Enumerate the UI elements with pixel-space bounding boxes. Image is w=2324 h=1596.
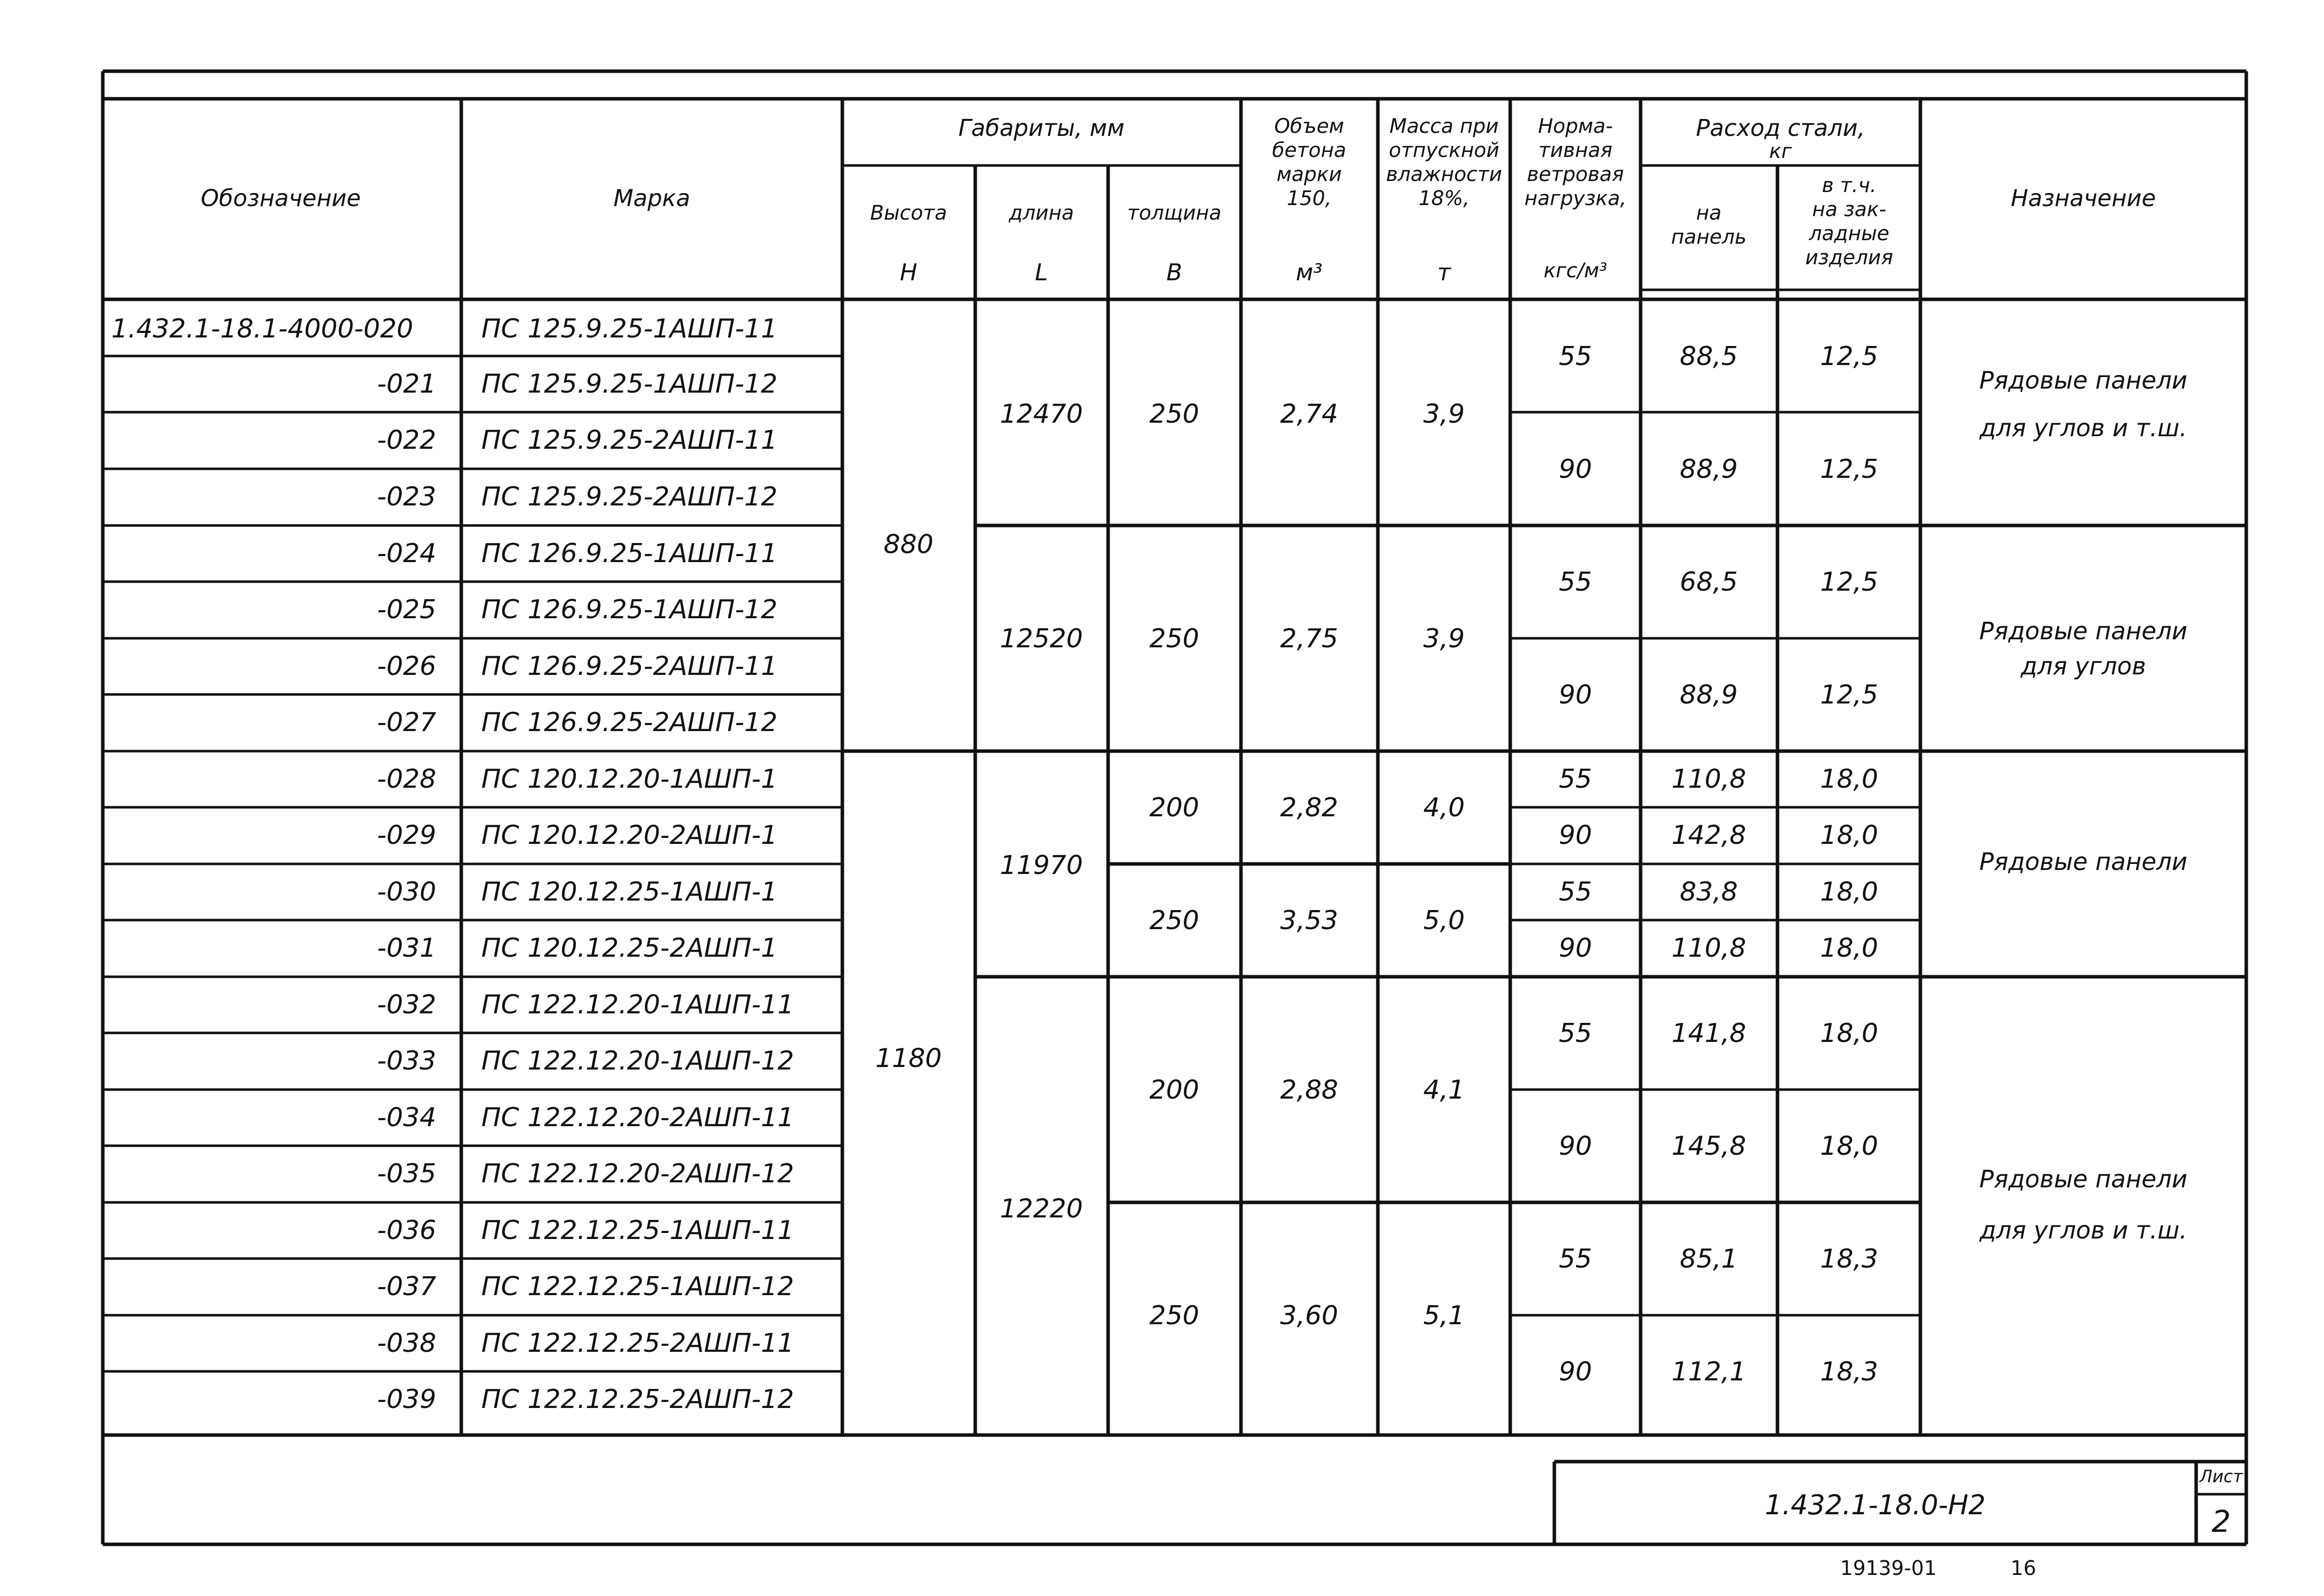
mark-cell: ПС 126.9.25-2АШП-11 (481, 651, 778, 681)
header-load-line-2: тивная (1538, 139, 1613, 162)
steel-panel-cell: 110,8 (1671, 764, 1746, 794)
steel-panel-cell: 85,1 (1680, 1244, 1738, 1274)
steel-embedded-cell: 18,0 (1820, 1131, 1878, 1161)
load-cell: 90 (1558, 933, 1592, 963)
mark-cell: ПС 120.12.20-1АШП-1 (481, 764, 778, 794)
header-thickness: толщина (1127, 202, 1221, 225)
designation-cell: 1.432.1-18.1-4000-020 (111, 314, 414, 344)
designation-cell: -032 (377, 990, 436, 1020)
designation-cell: -021 (377, 369, 436, 399)
mark-cell: ПС 122.12.25-2АШП-12 (481, 1384, 794, 1414)
thickness-cell: 200 (1149, 793, 1199, 823)
volume-cell: 2,82 (1280, 793, 1338, 823)
length-cell: 12220 (1000, 1194, 1083, 1224)
steel-panel-cell: 142,8 (1671, 820, 1746, 850)
designation-cell: -027 (377, 707, 436, 738)
mark-cell: ПС 122.12.20-1АШП-12 (481, 1046, 794, 1076)
designation-cell: -039 (377, 1384, 436, 1414)
volume-cell: 2,88 (1280, 1075, 1338, 1105)
volume-cell: 3,60 (1280, 1301, 1338, 1331)
load-cell: 55 (1558, 341, 1592, 372)
designation-cell: -026 (377, 651, 436, 681)
load-cell: 90 (1558, 1131, 1592, 1161)
load-cell: 55 (1558, 764, 1592, 794)
volume-cell: 3,53 (1280, 906, 1338, 936)
header-purpose: Назначение (2011, 185, 2156, 212)
mark-cell: ПС 122.12.20-1АШП-11 (481, 990, 794, 1020)
steel-embedded-cell: 12,5 (1820, 680, 1878, 710)
steel-embedded-cell: 18,3 (1820, 1357, 1878, 1387)
sheet-label: Лист (2199, 1467, 2243, 1487)
designation-cell: -033 (377, 1046, 436, 1076)
header-steel-embedded-line-1: в т.ч. (1822, 174, 1877, 197)
load-cell: 55 (1558, 1018, 1592, 1048)
document-code: 1.432.1-18.0-Н2 (1764, 1489, 1986, 1521)
steel-panel-cell: 145,8 (1671, 1131, 1746, 1161)
mark-cell: ПС 122.12.25-1АШП-12 (481, 1272, 794, 1302)
mark-cell: ПС 125.9.25-1АШП-11 (481, 314, 778, 344)
header-height-symbol: H (900, 259, 918, 286)
header-volume-line-4: 150, (1287, 187, 1332, 210)
header-thickness-symbol: B (1166, 259, 1182, 286)
height-cell: 880 (883, 529, 934, 560)
designation-cell: -038 (377, 1328, 436, 1358)
header-steel-embedded-line-4: изделия (1805, 246, 1893, 269)
steel-panel-cell: 141,8 (1671, 1018, 1746, 1048)
header-dimensions: Габариты, мм (958, 114, 1125, 141)
header-volume-line-2: бетона (1272, 139, 1346, 162)
steel-panel-cell: 68,5 (1680, 567, 1738, 597)
mark-cell: ПС 120.12.20-2АШП-1 (481, 820, 778, 850)
load-cell: 90 (1558, 680, 1592, 710)
designation-cell: -029 (377, 820, 436, 850)
header-load-line-3: ветровая (1527, 163, 1624, 186)
designation-cell: -030 (377, 877, 436, 907)
mass-cell: 5,0 (1423, 906, 1465, 936)
thickness-cell: 250 (1149, 1301, 1199, 1331)
designation-cell: -031 (377, 933, 436, 963)
mass-cell: 4,0 (1423, 793, 1465, 823)
header-mass-line-2: отпускной (1388, 139, 1500, 162)
steel-panel-cell: 83,8 (1680, 877, 1738, 907)
load-cell: 55 (1558, 567, 1592, 597)
length-cell: 12470 (1000, 399, 1083, 429)
thickness-cell: 200 (1149, 1075, 1199, 1105)
purpose-cell: для углов и т.ш. (1979, 1216, 2188, 1245)
steel-embedded-cell: 18,0 (1820, 877, 1878, 907)
steel-panel-cell: 112,1 (1671, 1357, 1746, 1387)
length-cell: 12520 (1000, 624, 1083, 654)
length-cell: 11970 (1000, 850, 1083, 880)
steel-panel-cell: 88,5 (1680, 341, 1738, 372)
mark-cell: ПС 122.12.20-2АШП-12 (481, 1159, 794, 1189)
header-mark: Марка (613, 185, 690, 212)
steel-embedded-cell: 12,5 (1820, 454, 1878, 484)
purpose-cell: Рядовые панели (1979, 848, 2188, 876)
purpose-cell: Рядовые панели (1979, 617, 2188, 645)
mark-cell: ПС 122.12.25-1АШП-11 (481, 1215, 794, 1246)
steel-embedded-cell: 18,0 (1820, 933, 1878, 963)
mark-cell: ПС 125.9.25-2АШП-12 (481, 482, 778, 512)
mass-cell: 4,1 (1423, 1075, 1465, 1105)
header-steel-panel-line-2: панель (1671, 226, 1747, 249)
mass-cell: 5,1 (1423, 1301, 1465, 1331)
mark-cell: ПС 125.9.25-2АШП-11 (481, 425, 778, 455)
header-load-line-1: Норма- (1538, 115, 1613, 138)
steel-embedded-cell: 12,5 (1820, 567, 1878, 597)
header-steel-embedded-line-2: на зак- (1812, 198, 1886, 221)
header-volume-line-1: Объем (1274, 115, 1344, 138)
mass-cell: 3,9 (1423, 624, 1465, 654)
load-cell: 90 (1558, 820, 1592, 850)
designation-cell: -035 (377, 1159, 436, 1189)
steel-embedded-cell: 18,0 (1820, 820, 1878, 850)
steel-panel-cell: 88,9 (1680, 680, 1738, 710)
mark-cell: ПС 122.12.25-2АШП-11 (481, 1328, 794, 1358)
height-cell: 1180 (875, 1043, 942, 1074)
purpose-cell: Рядовые панели (1979, 1165, 2188, 1193)
mass-cell: 3,9 (1423, 399, 1465, 429)
header-volume-unit: м³ (1296, 259, 1323, 286)
steel-panel-cell: 110,8 (1671, 933, 1746, 963)
steel-embedded-cell: 18,0 (1820, 1018, 1878, 1048)
mark-cell: ПС 125.9.25-1АШП-12 (481, 369, 778, 399)
header-length: длина (1009, 202, 1074, 225)
volume-cell: 2,74 (1280, 399, 1338, 429)
header-load-line-4: нагрузка, (1524, 187, 1627, 210)
mark-cell: ПС 120.12.25-2АШП-1 (481, 933, 778, 963)
designation-cell: -034 (377, 1103, 436, 1133)
header-length-symbol: L (1035, 259, 1048, 286)
thickness-cell: 250 (1149, 624, 1199, 654)
steel-embedded-cell: 18,3 (1820, 1244, 1878, 1274)
load-cell: 55 (1558, 877, 1592, 907)
header-load-unit: кгс/м³ (1543, 259, 1607, 282)
designation-cell: -023 (377, 482, 436, 512)
header-mass-line-4: 18%, (1418, 187, 1470, 210)
mark-cell: ПС 126.9.25-1АШП-12 (481, 595, 778, 625)
load-cell: 55 (1558, 1244, 1592, 1274)
format-number: 16 (2011, 1557, 2036, 1580)
header-volume-line-3: марки (1276, 163, 1342, 186)
volume-cell: 2,75 (1280, 624, 1338, 654)
mark-cell: ПС 120.12.25-1АШП-1 (481, 877, 778, 907)
header-height: Высота (870, 202, 947, 225)
header-designation: Обозначение (201, 185, 361, 212)
purpose-cell: для углов и т.ш. (1979, 414, 2188, 442)
designation-cell: -036 (377, 1215, 436, 1246)
mark-cell: ПС 126.9.25-2АШП-12 (481, 707, 778, 738)
designation-cell: -025 (377, 595, 436, 625)
load-cell: 90 (1558, 1357, 1592, 1387)
inventory-number: 19139-01 (1840, 1557, 1937, 1580)
designation-cell: -024 (377, 539, 436, 569)
designation-cell: -022 (377, 425, 436, 455)
header-steel-unit: кг (1769, 140, 1792, 163)
purpose-cell: Рядовые панели (1979, 367, 2188, 395)
purpose-cell: для углов (2021, 652, 2146, 680)
designation-cell: -037 (377, 1272, 436, 1302)
thickness-cell: 250 (1149, 906, 1199, 936)
load-cell: 90 (1558, 454, 1592, 484)
steel-embedded-cell: 18,0 (1820, 764, 1878, 794)
header-steel-panel-line-1: на (1696, 202, 1722, 225)
header-steel-embedded-line-3: ладные (1809, 222, 1890, 245)
sheet-number: 2 (2211, 1504, 2231, 1539)
designation-cell: -028 (377, 764, 436, 794)
mark-cell: ПС 122.12.20-2АШП-11 (481, 1103, 794, 1133)
header-steel: Расход стали, (1696, 114, 1865, 141)
header-mass-line-3: влажности (1386, 163, 1502, 186)
steel-panel-cell: 88,9 (1680, 454, 1738, 484)
steel-embedded-cell: 12,5 (1820, 341, 1878, 372)
thickness-cell: 250 (1149, 399, 1199, 429)
mark-cell: ПС 126.9.25-1АШП-11 (481, 539, 778, 569)
header-mass-unit: т (1437, 259, 1451, 286)
header-mass-line-1: Масса при (1389, 115, 1499, 138)
